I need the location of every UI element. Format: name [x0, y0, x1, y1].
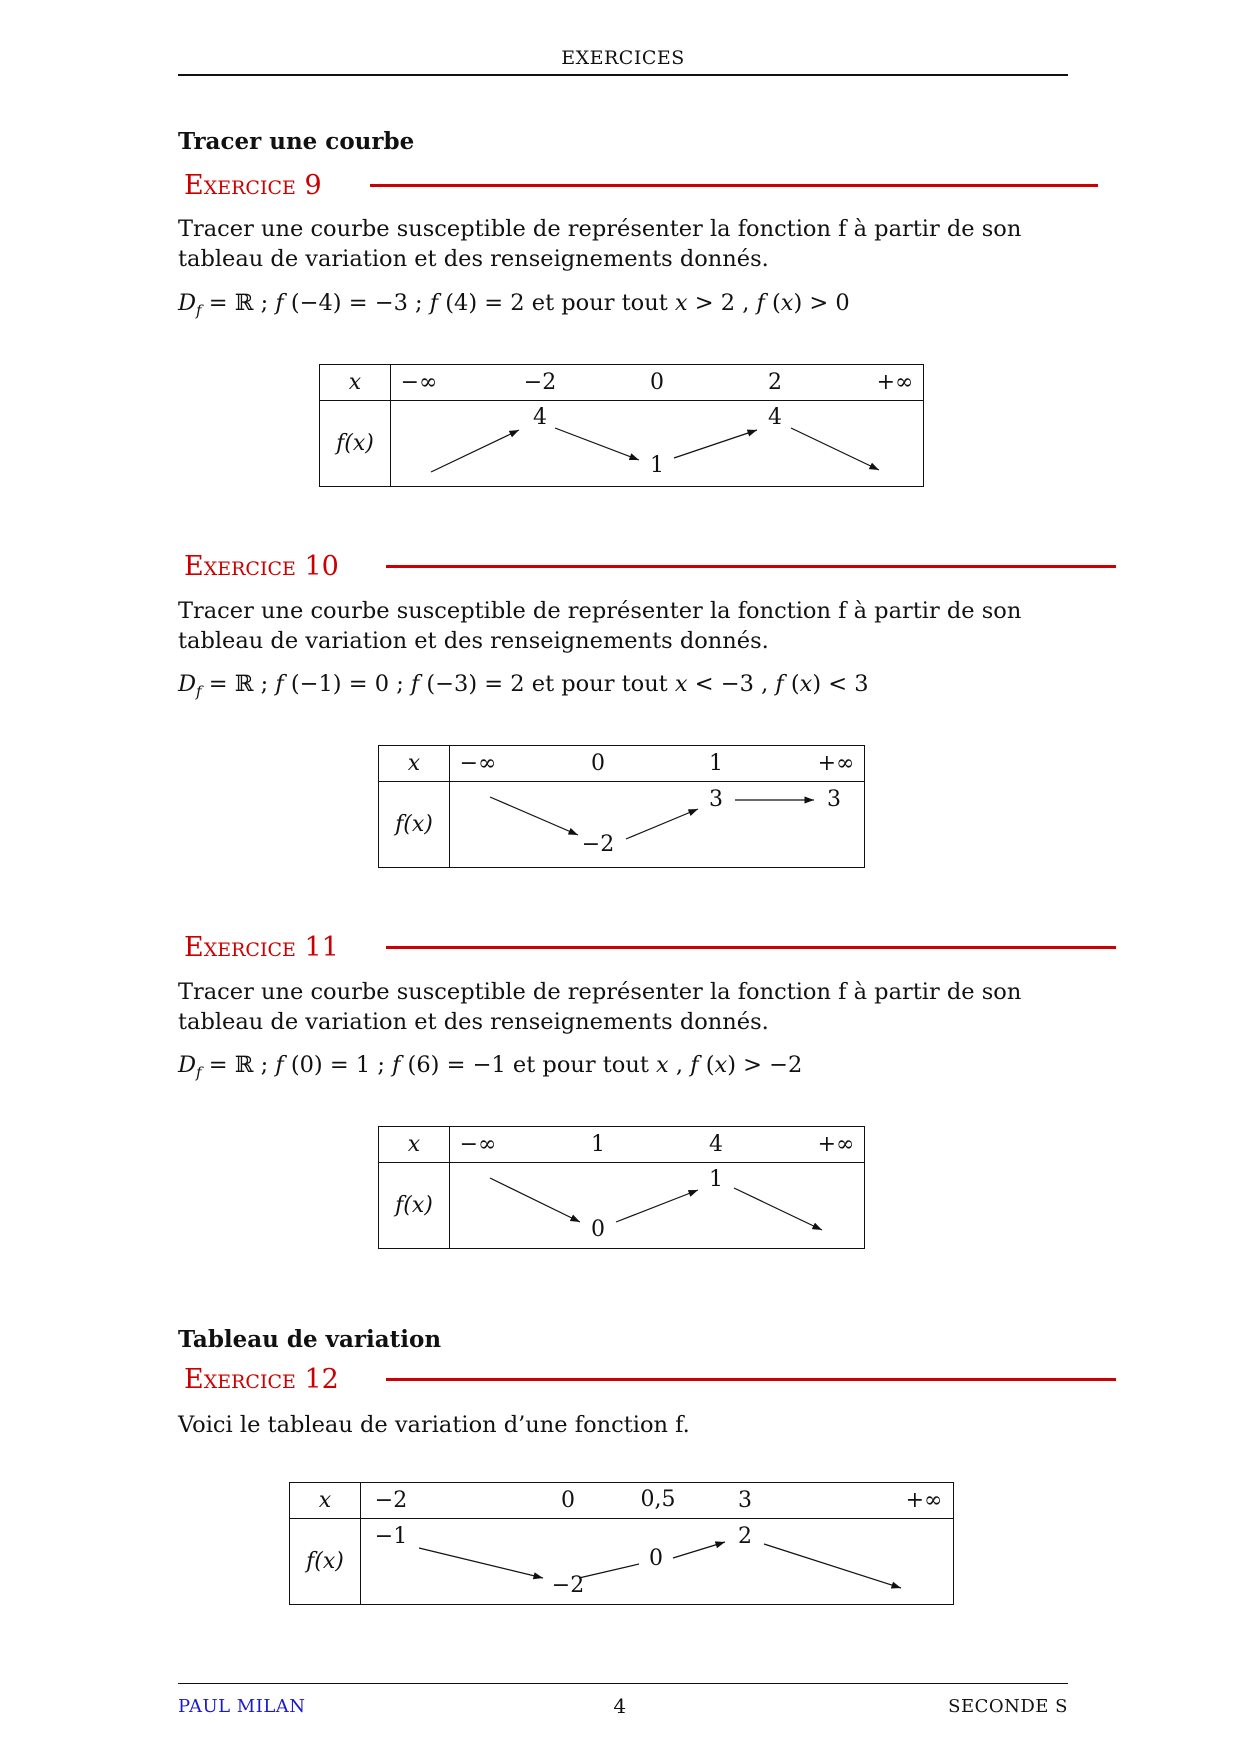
- x-label: x: [320, 365, 391, 401]
- exercise-9-math: $D_f$ = ℝ ; f (−4) = −3 ; f (4) = 2 et pour tout x > 2 , f (x) > 0: [178, 290, 850, 320]
- f-value: 3: [827, 786, 841, 812]
- section-title-tableau: Tableau de variation: [178, 1326, 442, 1353]
- f-value: 4: [533, 404, 547, 430]
- f-value: 4: [768, 404, 782, 430]
- variation-arrows: [450, 1164, 864, 1248]
- f-value: 0: [649, 1545, 663, 1571]
- arrow-down: [734, 1188, 822, 1230]
- x-value: 4: [709, 1131, 723, 1157]
- x-value: 1: [709, 750, 723, 776]
- exercise-9-text: Tracer une courbe susceptible de représenter la fonction f à partir de son tableau de variation et des renseignements donnés.: [178, 216, 1022, 272]
- arrow-down: [791, 428, 879, 470]
- x-label: x: [379, 1127, 450, 1163]
- x-value: 0: [561, 1487, 575, 1513]
- exercise-10-title: Exercice 10: [184, 551, 339, 582]
- f-value: −1: [374, 1523, 408, 1549]
- exercise-11-title: Exercice 11: [184, 932, 339, 963]
- variation-table-9: [319, 364, 924, 487]
- exercise-10-rule: [386, 565, 1116, 568]
- f-label: f(x): [379, 1163, 450, 1249]
- x-value: +∞: [817, 750, 855, 776]
- variation-arrows: [450, 783, 864, 867]
- arrow-up: [673, 1542, 725, 1558]
- footer-class: SECONDE S: [948, 1696, 1068, 1717]
- x-value: −∞: [459, 750, 497, 776]
- exercise-12-text: Voici le tableau de variation d’une fonction f.: [178, 1412, 690, 1438]
- arrow-down: [419, 1548, 543, 1578]
- x-value: 1: [591, 1131, 605, 1157]
- variation-table-10: [378, 745, 865, 868]
- f-value: −2: [551, 1572, 585, 1598]
- f-value: 3: [709, 786, 723, 812]
- exercise-11-rule: [386, 946, 1116, 949]
- running-header: EXERCICES: [561, 47, 685, 69]
- x-value: −∞: [459, 1131, 497, 1157]
- arrow-down: [490, 797, 578, 835]
- arrow-down: [764, 1544, 901, 1588]
- x-value: −∞: [400, 369, 438, 395]
- x-label: x: [379, 746, 450, 782]
- arrow-down: [490, 1178, 580, 1222]
- exercise-10-text: Tracer une courbe susceptible de représenter la fonction f à partir de son tableau de variation et des renseignements donnés.: [178, 598, 1022, 654]
- f-label: f(x): [290, 1519, 361, 1605]
- f-label: f(x): [379, 782, 450, 868]
- arrow-up: [674, 430, 757, 458]
- exercise-11-math: $D_f$ = ℝ ; f (0) = 1 ; f (6) = −1 et pour tout x , f (x) > −2: [178, 1052, 803, 1082]
- f-value: 2: [738, 1523, 752, 1549]
- x-value: +∞: [817, 1131, 855, 1157]
- arrow-up: [616, 1190, 698, 1222]
- header-rule: [178, 74, 1068, 76]
- x-value: −2: [374, 1487, 408, 1513]
- page-number: 4: [613, 1694, 627, 1718]
- exercise-12-rule: [386, 1378, 1116, 1381]
- arrow-up: [431, 430, 519, 472]
- f-value: 1: [709, 1166, 723, 1192]
- x-value: 0: [591, 750, 605, 776]
- exercise-10-math: $D_f$ = ℝ ; f (−1) = 0 ; f (−3) = 2 et pour tout x < −3 , f (x) < 3: [178, 671, 869, 701]
- x-label: x: [290, 1483, 361, 1519]
- x-value: 2: [768, 369, 782, 395]
- footer-rule: [178, 1683, 1068, 1684]
- x-value: −2: [523, 369, 557, 395]
- footer-author[interactable]: PAUL MILAN: [178, 1696, 306, 1717]
- f-label: f(x): [320, 401, 391, 487]
- f-value: −2: [581, 831, 615, 857]
- x-value: +∞: [905, 1487, 943, 1513]
- exercise-11-text: Tracer une courbe susceptible de représenter la fonction f à partir de son tableau de variation et des renseignements donnés.: [178, 979, 1022, 1035]
- variation-table-11: [378, 1126, 865, 1249]
- x-value: 0,5: [640, 1486, 676, 1512]
- x-value: +∞: [876, 369, 914, 395]
- arrow-up: [626, 809, 698, 839]
- section-title-tracer: Tracer une courbe: [178, 128, 415, 155]
- f-value: 1: [650, 452, 664, 478]
- f-value: 0: [591, 1216, 605, 1242]
- exercise-9-title: Exercice 9: [184, 170, 322, 201]
- exercise-12-title: Exercice 12: [184, 1364, 339, 1395]
- x-value: 3: [738, 1487, 752, 1513]
- exercise-9-rule: [370, 184, 1098, 187]
- arrow-down: [555, 428, 639, 460]
- arrow-up: [579, 1564, 639, 1578]
- x-value: 0: [650, 369, 664, 395]
- variation-table-12: [289, 1482, 954, 1605]
